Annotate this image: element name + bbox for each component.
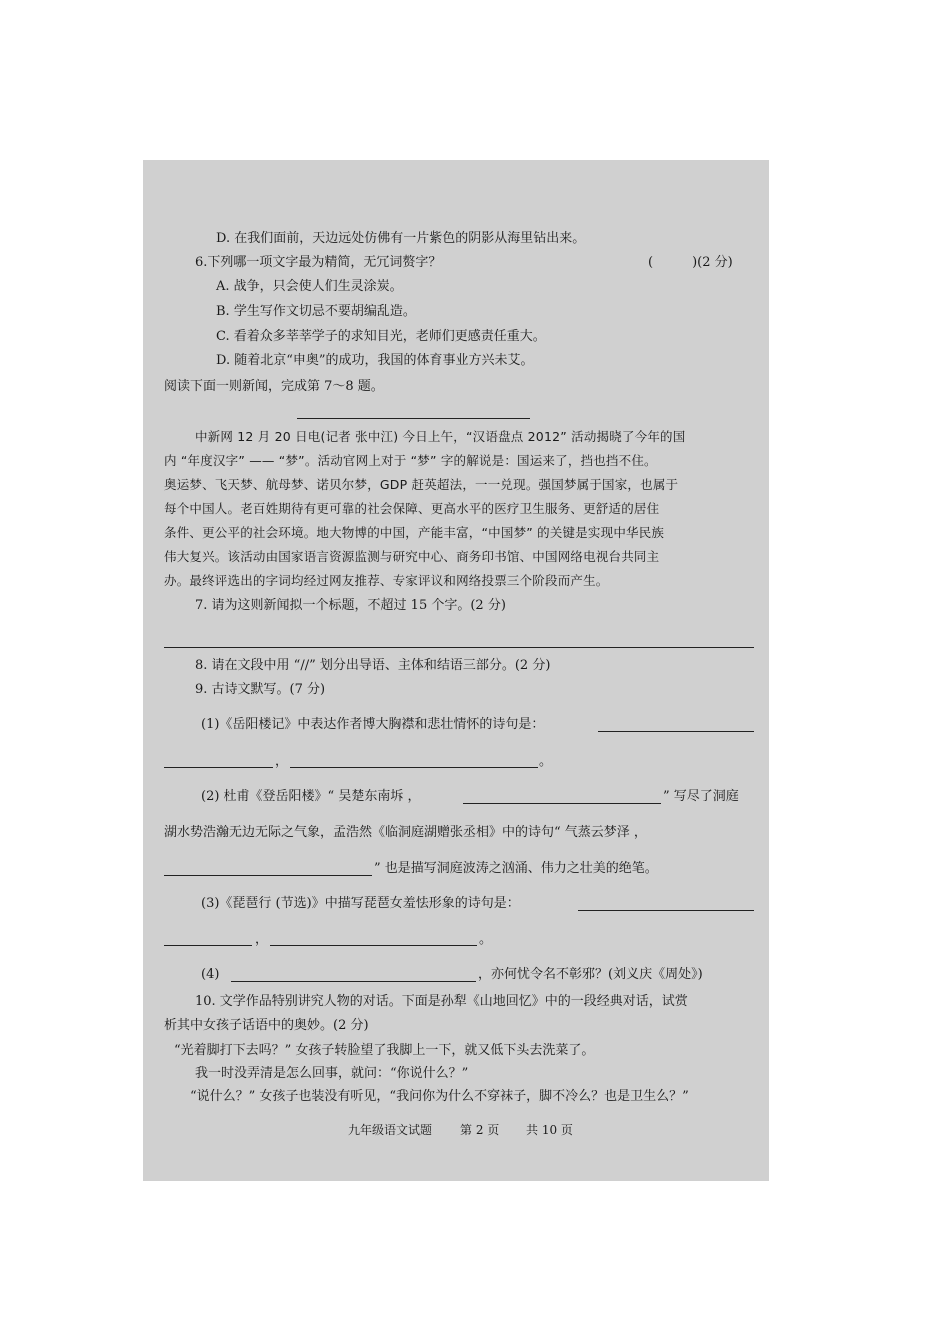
- q6-option-a: A. 战争，只会使人们生灵涂炭。: [216, 279, 403, 294]
- q6-option-c: C. 看着众多莘莘学子的求知目光，老师们更感责任重大。: [216, 329, 546, 344]
- q9-part1-comma: ，: [275, 754, 289, 769]
- q9-part2-text: ” 写尽了洞庭: [663, 789, 739, 804]
- q10-stem: 析其中女孩子话语中的奥妙。(2 分): [164, 1018, 369, 1033]
- q9-part3-blank-b[interactable]: [164, 945, 252, 946]
- q9-part3-blank-c[interactable]: [270, 945, 477, 946]
- q9-part1-blank-b[interactable]: [164, 767, 273, 768]
- q9-part3-end: 。: [479, 932, 493, 947]
- q7-stem: 7. 请为这则新闻拟一个标题，不超过 15 个字。(2 分): [195, 598, 506, 613]
- q9-part2-prompt: (2) 杜甫《登岳阳楼》“ 吴楚东南坼 ，: [201, 789, 421, 804]
- q7-answer-line[interactable]: [164, 647, 754, 648]
- q9-part2-text: ” 也是描写洞庭波涛之汹涌、伟力之壮美的绝笔。: [374, 861, 658, 876]
- news-title-blank[interactable]: [297, 418, 530, 419]
- q9-part1-blank-c[interactable]: [290, 767, 538, 768]
- q6-answer-paren: ( )(2 分): [648, 255, 733, 270]
- news-line: 中新网 12 月 20 日电(记者 张中江) 今日上午，“汉语盘点 2012” 活动揭晓了今年的国: [195, 429, 686, 444]
- q9-part2-text: 湖水势浩瀚无边无际之气象，孟浩然《临洞庭湖赠张丞相》中的诗句“ 气蒸云梦泽 ，: [164, 825, 647, 840]
- q9-part3-comma: ，: [255, 932, 269, 947]
- q9-part3-blank-a[interactable]: [578, 910, 754, 911]
- news-line: 内 “年度汉字” —— “梦”。活动官网上对于 “梦” 字的解说是：国运来了，挡也挡不住。: [164, 453, 657, 468]
- news-line: 条件、更公平的社会环境。地大物博的中国，产能丰富，“中国梦” 的关键是实现中华民族: [164, 525, 665, 540]
- q9-part1-end: 。: [539, 754, 553, 769]
- q9-part2-blank-b[interactable]: [164, 875, 372, 876]
- news-line: 奥运梦、飞天梦、航母梦、诺贝尔梦，GDP 赶英超法，一一兑现。强国梦属于国家，也属于: [164, 477, 679, 492]
- q10-stem: 10. 文学作品特别讲究人物的对话。下面是孙犁《山地回忆》中的一段经典对话，试赏: [195, 994, 688, 1009]
- footer-page: 第 2 页: [460, 1123, 500, 1137]
- q9-part1-prompt: (1)《岳阳楼记》中表达作者博大胸襟和悲壮情怀的诗句是：: [201, 717, 545, 732]
- q9-part2-blank-a[interactable]: [463, 803, 661, 804]
- q6-stem: 6.下列哪一项文字最为精简，无冗词赘字？: [195, 255, 442, 270]
- q6-option-d: D. 随着北京“申奥”的成功，我国的体育事业方兴未艾。: [216, 353, 534, 368]
- q9-part4-label: (4): [201, 967, 220, 982]
- q5-option-d: D. 在我们面前，天边远处仿佛有一片紫色的阴影从海里钻出来。: [216, 231, 586, 246]
- reading-intro: 阅读下面一则新闻，完成第 7～8 题。: [164, 379, 384, 394]
- news-line: 每个中国人。老百姓期待有更可靠的社会保障、更高水平的医疗卫生服务、更舒适的居住: [164, 501, 660, 516]
- q10-dialog: 我一时没弄清是怎么回事，就问：“你说什么？”: [195, 1066, 469, 1081]
- q9-part4-text: ，亦何忧令名不彰邪？(刘义庆《周处》): [478, 967, 703, 982]
- q10-dialog: “说什么？” 女孩子也装没有听见，“我问你为什么不穿袜子，脚不冷么？也是卫生么？”: [190, 1089, 689, 1104]
- news-line: 伟大复兴。该活动由国家语言资源监测与研究中心、商务印书馆、中国网络电视台共同主: [164, 549, 660, 564]
- q9-stem: 9. 古诗文默写。(7 分): [195, 682, 326, 697]
- exam-page: [143, 160, 769, 1181]
- q9-part3-prompt: (3)《琵琶行 (节选)》中描写琵琶女羞怯形象的诗句是：: [201, 896, 520, 911]
- news-line: 办。最终评选出的字词均经过网友推荐、专家评议和网络投票三个阶段而产生。: [164, 573, 609, 588]
- q9-part1-blank-a[interactable]: [598, 731, 754, 732]
- q9-part4-blank[interactable]: [231, 981, 476, 982]
- q8-stem: 8. 请在文段中用 “//” 划分出导语、主体和结语三部分。(2 分): [195, 658, 551, 673]
- q10-dialog: “光着脚打下去吗？” 女孩子转脸望了我脚上一下，就又低下头去洗菜了。: [174, 1043, 595, 1058]
- q6-option-b: B. 学生写作文切忌不要胡编乱造。: [216, 304, 416, 319]
- footer-total: 共 10 页: [526, 1123, 573, 1137]
- footer-subject: 九年级语文试题: [348, 1123, 433, 1137]
